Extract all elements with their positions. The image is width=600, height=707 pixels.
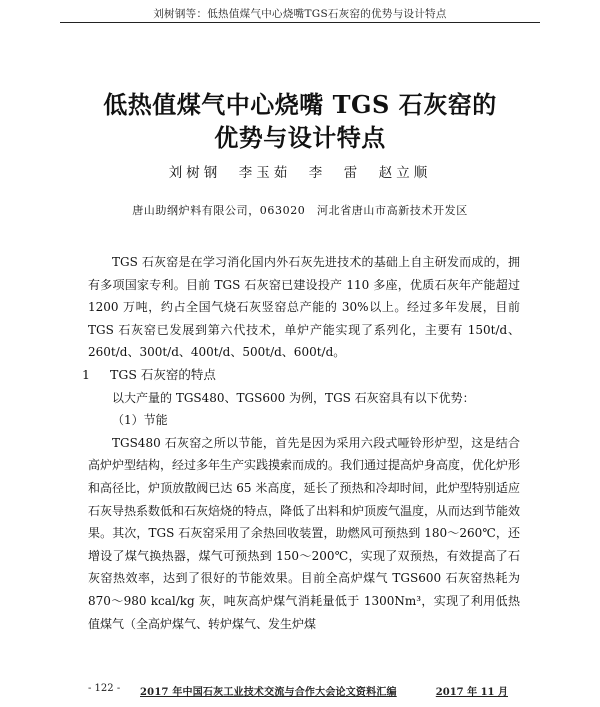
- energy-paragraph: TGS480 石灰窑之所以节能，首先是因为采用六段式哑铃形炉型，这是结合高炉炉型结构，经过多年生产实践摸索而成的。我们通过提高炉身高度，优化炉形和高径比，炉顶放散阀已达 65 米高度，延长了预热和冷却时间，此炉型特别适应石灰导热系数低和石灰焙烧的特点，降低了出料和炉顶废气温度，从而达到节能效果。其次，TGS 石灰窑采用了余热回收装置，助燃风可预热到 180～260℃，还增设了煤气换热器，煤气可预热到 150～200℃，实现了双预热，有效提高了石灰窑热效率，达到了很好的节能效果。目前全高炉煤气 TGS600 石灰窑热耗为 870～980 kcal/kg 灰，吨灰高炉煤气消耗量低于 1300Nm³，实现了利用低热值煤气（全高炉煤气、转炉煤气、发生炉煤: [88, 435, 521, 631]
- intro-paragraph: TGS 石灰窑是在学习消化国内外石灰先进技术的基础上自主研发而成的，拥有多项国家专利。目前 TGS 石灰窑已建设投产 110 多座，优质石灰年产能超过 1200 万吨，约占全国气烧石灰竖窑总产能的 30%以上。经过多年发展，目前 TGS 石灰窑已发展到第六代技术，单炉产能实现了系列化，主要有 150t/d、260t/d、300t/d、400t/d、500t/d、600t/d。: [88, 255, 520, 360]
- body-text: [82, 251, 521, 635]
- subheading-energy: （1）节能: [112, 413, 168, 428]
- section-number: 1: [82, 366, 90, 382]
- header-rule: [60, 22, 540, 23]
- paper-title: [60, 88, 540, 154]
- footer-source: 2017 年中国石灰工业技术交流与合作大会论文资料汇编: [140, 687, 397, 698]
- section-heading: [82, 364, 520, 387]
- title-line-2: 优势与设计特点: [214, 123, 386, 152]
- authors: 刘树钢 李玉茹 李 雷 赵立顺: [168, 165, 432, 181]
- running-header: 刘树钢等：低热值煤气中心烧嘴TGS石灰窑的优势与设计特点: [153, 8, 447, 20]
- section-intro-paragraph: 以大产量的 TGS480、TGS600 为例，TGS 石灰窑具有以下优势：: [112, 390, 475, 405]
- page-number: - 122 -: [88, 683, 121, 694]
- footer-date: 2017 年 11 月: [435, 687, 508, 698]
- affiliation: 唐山助纲炉料有限公司，063020 河北省唐山市高新技术开发区: [132, 204, 468, 217]
- section-title: TGS 石灰窑的特点: [110, 366, 216, 382]
- title-line-1: 低热值煤气中心烧嘴 TGS 石灰窑的: [103, 90, 497, 119]
